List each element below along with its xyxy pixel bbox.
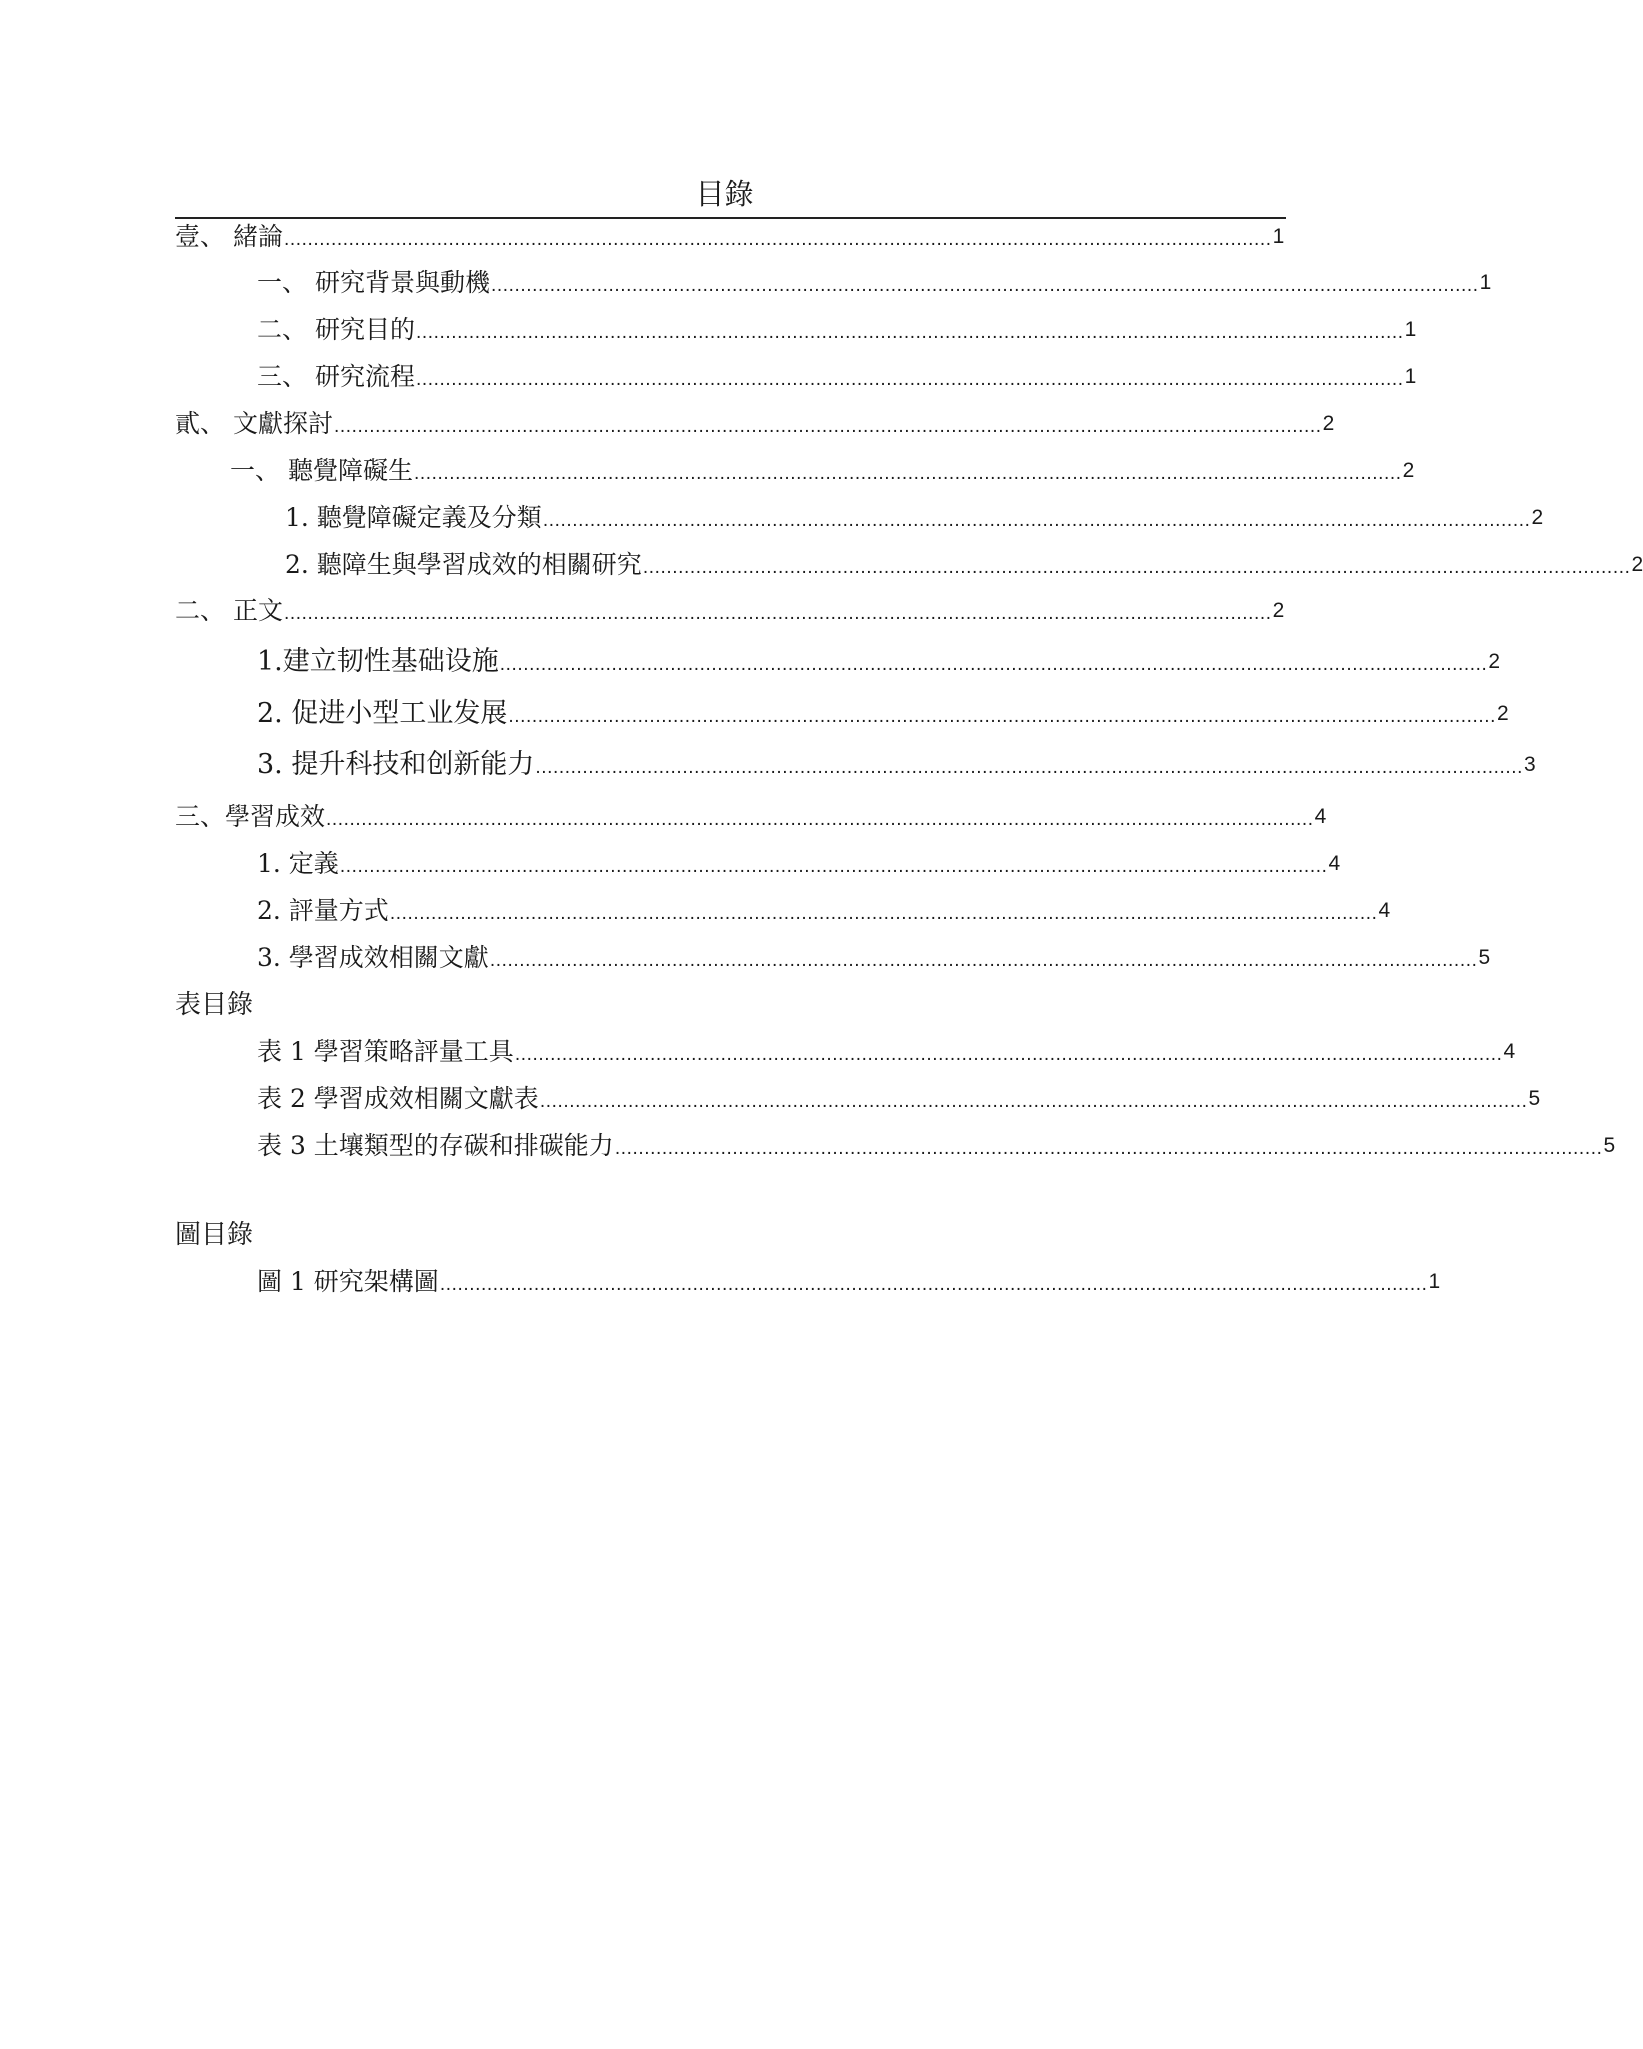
- table-list-page: 5: [1603, 1134, 1616, 1157]
- dot-leader: ........................................................................................................................................................................: [283, 603, 1272, 624]
- figure-list-label: 圖 1 研究架構圖: [257, 1267, 439, 1296]
- table-list-label: 表 1 學習策略評量工具: [257, 1037, 514, 1066]
- toc-entry-page: 1: [1404, 365, 1417, 388]
- dot-leader: ........................................................................................................................................................................: [542, 510, 1531, 531]
- dot-leader: ........................................................................................................................................................................: [514, 1044, 1503, 1065]
- dot-leader: ........................................................................................................................................................................: [535, 757, 1523, 778]
- toc-entry-page: 1: [1479, 271, 1492, 294]
- table-list-entry[interactable]: [257, 1035, 1516, 1069]
- dot-leader: ........................................................................................................................................................................: [389, 903, 1378, 924]
- toc-entry[interactable]: [230, 454, 1415, 488]
- toc-entry-label: 3. 學習成效相關文獻: [257, 943, 489, 972]
- table-list-entry[interactable]: [257, 1129, 1616, 1163]
- toc-entry[interactable]: [257, 697, 1509, 731]
- table-list-entry[interactable]: [257, 1082, 1541, 1116]
- table-list-label: 表 2 學習成效相關文獻表: [257, 1084, 539, 1113]
- toc-entry[interactable]: [175, 220, 1285, 254]
- toc-entry-page: 4: [1314, 805, 1327, 828]
- toc-entry-label: 三、 研究流程: [257, 362, 415, 391]
- figure-list-entry[interactable]: [257, 1265, 1441, 1299]
- toc-entry[interactable]: [257, 894, 1391, 928]
- toc-entry[interactable]: [257, 941, 1491, 975]
- dot-leader: ........................................................................................................................................................................: [283, 229, 1272, 250]
- toc-entry-page: 5: [1478, 946, 1491, 969]
- dot-leader: ........................................................................................................................................................................: [413, 463, 1402, 484]
- dot-leader: ........................................................................................................................................................................: [326, 809, 1314, 830]
- toc-entry-page: 2: [1631, 553, 1643, 576]
- title-divider: [175, 217, 1286, 219]
- toc-entry-page: 4: [1328, 852, 1341, 875]
- toc-entry-label: 3. 提升科技和创新能力: [257, 749, 535, 780]
- toc-entry[interactable]: [257, 360, 1417, 394]
- toc-entry-page: 2: [1272, 599, 1285, 622]
- toc-entry-label: 一、 聽覺障礙生: [230, 456, 413, 485]
- toc-entry[interactable]: [257, 748, 1536, 782]
- toc-entry[interactable]: [257, 313, 1417, 347]
- dot-leader: ........................................................................................................................................................................: [490, 275, 1479, 296]
- toc-entry-label: 1. 定義: [257, 849, 339, 878]
- tables-heading: 表目錄: [175, 990, 254, 1020]
- toc-entry-label: 二、 正文: [175, 596, 283, 625]
- dot-leader: ........................................................................................................................................................................: [489, 950, 1478, 971]
- toc-entry-page: 1: [1272, 225, 1285, 248]
- figure-list-page: 1: [1428, 1270, 1441, 1293]
- toc-entry-page: 2: [1488, 650, 1501, 673]
- dot-leader: ........................................................................................................................................................................: [508, 706, 1496, 727]
- toc-entry-page: 2: [1496, 702, 1509, 725]
- table-list-page: 5: [1528, 1087, 1541, 1110]
- dot-leader: ........................................................................................................................................................................: [339, 856, 1328, 877]
- toc-entry[interactable]: [257, 847, 1341, 881]
- dot-leader: ........................................................................................................................................................................: [614, 1138, 1603, 1159]
- toc-entry-page: 3: [1523, 753, 1536, 776]
- table-list-label: 表 3 土壤類型的存碳和排碳能力: [257, 1131, 614, 1160]
- toc-entry-label: 1. 聽覺障礙定義及分類: [285, 503, 542, 532]
- dot-leader: ........................................................................................................................................................................: [439, 1274, 1428, 1295]
- toc-entry-page: 2: [1322, 412, 1335, 435]
- toc-entry-label: 2. 促进小型工业发展: [257, 698, 508, 729]
- toc-entry[interactable]: [285, 501, 1544, 535]
- toc-entry[interactable]: [257, 266, 1492, 300]
- toc-entry-page: 4: [1378, 899, 1391, 922]
- toc-entry-page: 2: [1402, 459, 1415, 482]
- toc-entry[interactable]: [175, 407, 1335, 441]
- toc-entry-label: 壹、 緒論: [175, 222, 283, 251]
- toc-entry-page: 1: [1404, 318, 1417, 341]
- toc-entry[interactable]: [175, 594, 1285, 628]
- dot-leader: ........................................................................................................................................................................: [415, 369, 1404, 390]
- dot-leader: ........................................................................................................................................................................: [539, 1091, 1528, 1112]
- toc-entry-label: 一、 研究背景與動機: [257, 268, 490, 297]
- toc-title: 目錄: [695, 177, 754, 211]
- figures-heading: 圖目錄: [175, 1220, 254, 1250]
- toc-entry-label: 2. 評量方式: [257, 896, 389, 925]
- toc-entry-label: 三、學習成效: [175, 802, 326, 831]
- toc-entry[interactable]: [285, 548, 1643, 582]
- toc-entry-label: 2. 聽障生與學習成效的相關研究: [285, 550, 642, 579]
- toc-entry[interactable]: [175, 800, 1327, 834]
- toc-entry-label: 二、 研究目的: [257, 315, 415, 344]
- toc-entry-label: 貳、 文獻探討: [175, 409, 333, 438]
- dot-leader: ........................................................................................................................................................................: [642, 557, 1631, 578]
- table-list-page: 4: [1503, 1040, 1516, 1063]
- toc-entry-page: 2: [1531, 506, 1544, 529]
- toc-entry[interactable]: [257, 645, 1501, 679]
- toc-entry-label: 1.建立韧性基础设施: [257, 646, 499, 677]
- dot-leader: ........................................................................................................................................................................: [499, 654, 1488, 675]
- dot-leader: ........................................................................................................................................................................: [333, 416, 1322, 437]
- dot-leader: ........................................................................................................................................................................: [415, 322, 1404, 343]
